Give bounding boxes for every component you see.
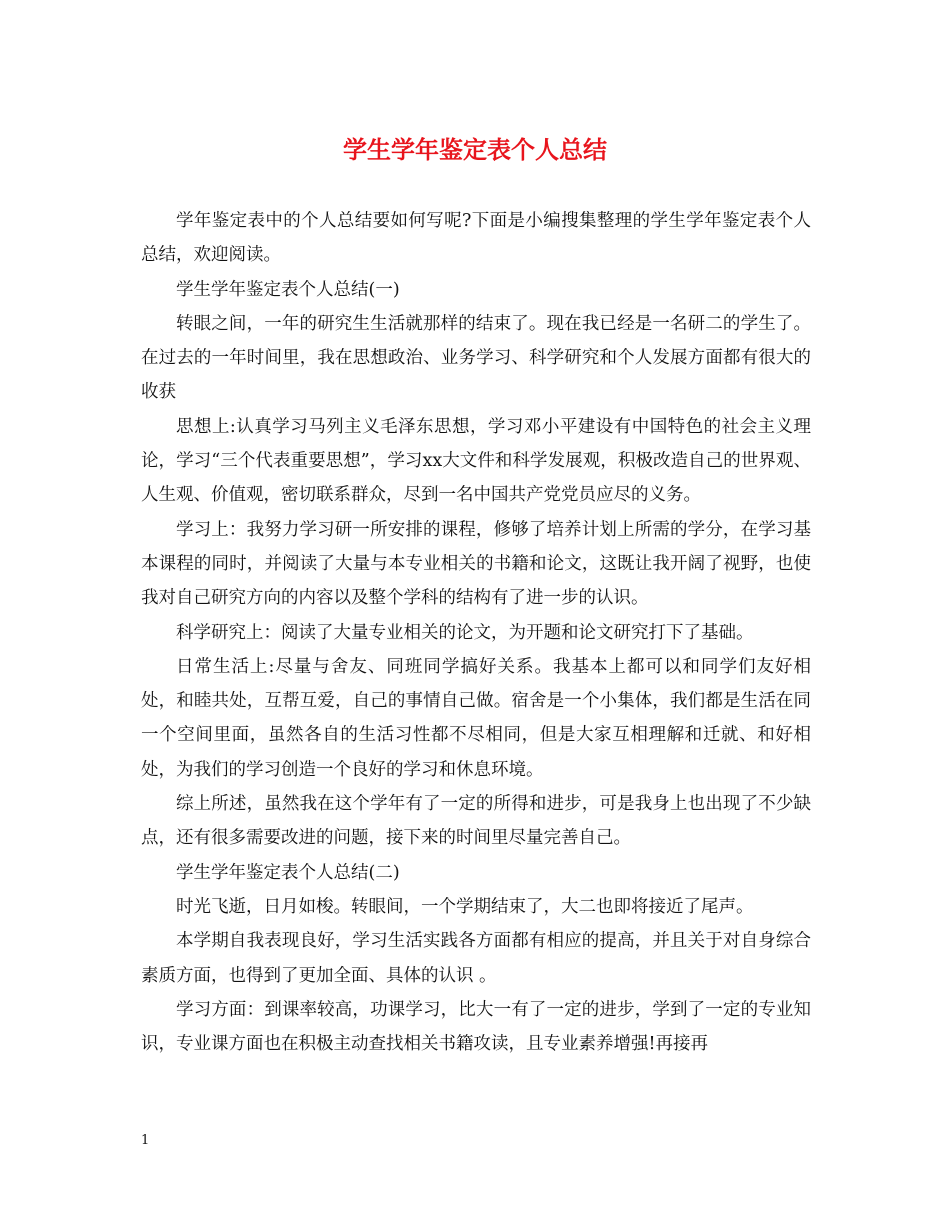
paragraph: 学习方面：到课率较高，功课学习，比大一有了一定的进步，学到了一定的专业知识，专业课方面也在积极主动查找相关书籍攻读，且专业素养增强!再接再 bbox=[141, 999, 811, 1055]
paragraph: 时光飞逝，日月如梭。转眼间，一个学期结束了，大二也即将接近了尾声。 bbox=[176, 896, 754, 917]
document-title: 学生学年鉴定表个人总结 bbox=[343, 135, 607, 164]
section-heading-2: 学生学年鉴定表个人总结(二) bbox=[176, 862, 400, 883]
paragraph: 学习上：我努力学习研一所安排的课程，修够了培养计划上所需的学分，在学习基本课程的同时，并阅读了大量与本专业相关的书籍和论文，这既让我开阔了视野，也使我对自己研究方向的内容以及整个学科的结构有了进一步的认识。 bbox=[141, 519, 811, 609]
paragraph: 转眼之间，一年的研究生生活就那样的结束了。现在我已经是一名研二的学生了。在过去的一年时间里，我在思想政治、业务学习、科学研究和个人发展方面都有很大的收获 bbox=[141, 313, 811, 403]
page-number: 1 bbox=[141, 1133, 150, 1148]
paragraph: 思想上:认真学习马列主义毛泽东思想，学习邓小平建设有中国特色的社会主义理论，学习“三个代表重要思想”，学习xx大文件和科学发展观，积极改造自己的世界观、人生观、价值观，密切联系群众，尽到一名中国共产党党员应尽的义务。 bbox=[141, 416, 811, 506]
paragraph-intro: 学年鉴定表中的个人总结要如何写呢?下面是小编搜集整理的学生学年鉴定表个人总结，欢迎阅读。 bbox=[141, 211, 811, 266]
paragraph: 本学期自我表现良好，学习生活实践各方面都有相应的提高，并且关于对自身综合素质方面，也得到了更加全面、具体的认识 。 bbox=[141, 931, 811, 986]
paragraph: 科学研究上：阅读了大量专业相关的论文，为开题和论文研究打下了基础。 bbox=[176, 622, 754, 643]
paragraph: 日常生活上:尽量与舍友、同班同学搞好关系。我基本上都可以和同学们友好相处，和睦共处，互帮互爱，自己的事情自己做。宿舍是一个小集体，我们都是生活在同一个空间里面，虽然各自的生活习性都不尽相同，但是大家互相理解和迁就、和好相处，为我们的学习创造一个良好的学习和休息环境。 bbox=[141, 656, 811, 780]
paragraph: 综上所述，虽然我在这个学年有了一定的所得和进步，可是我身上也出现了不少缺点，还有很多需要改进的问题，接下来的时间里尽量完善自己。 bbox=[141, 794, 811, 849]
document-body bbox=[141, 204, 811, 1061]
section-heading-1: 学生学年鉴定表个人总结(一) bbox=[176, 279, 400, 300]
